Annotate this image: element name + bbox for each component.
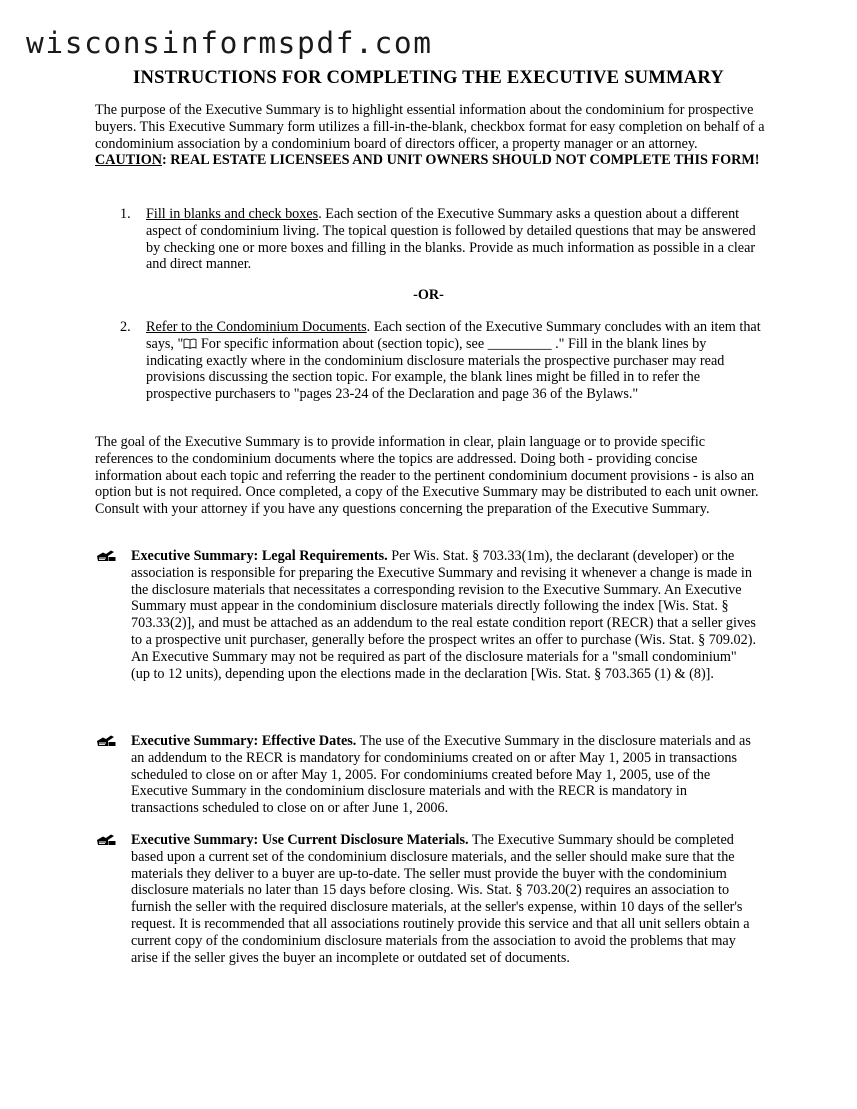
section-effective-dates [131,733,757,817]
or-divider: -OR- [413,287,444,303]
item-heading-fill-in: Fill in blanks and check boxes [146,206,319,222]
writing-hand-icon [95,734,117,748]
writing-hand-icon [95,833,117,847]
item-text-fill-in: . Each section of the Executive Summary asks a question about a different aspect of condominium living. The topical question is followed by detailed questions that may be answered by checking one or more boxes and filling in the blanks. Provide as much information as possible in a clear and direct manner. [146,206,756,273]
intro-text: The purpose of the Executive Summary is to highlight essential information about the condominium for prospective buyers. This Executive Summary form utilizes a fill-in-the-blank, checkbox format for easy completion on behalf of a condominium association by a condominium board of directors officer, a property manager or an attorney. [95,102,765,152]
writing-hand-icon [95,549,117,563]
caution-text: : REAL ESTATE LICENSEES AND UNIT OWNERS SHOULD NOT COMPLETE THIS FORM! [162,152,760,169]
section-text-materials: The Executive Summary should be completed based upon a current set of the condominium disclosure materials, and the seller should make sure that the materials they deliver to a buyer are up-to-date. The seller must provide the buyer with the condominium disclosure materials no later than 15 days before closing. Wis. Stat. § 703.20(2) requires an association to furnish the seller with the required disclosure materials, at the seller's expense, within 10 days of the seller's request. It is recommended that all associations routinely provide this service and that all unit sellers obtain a current copy of the condominium disclosure materials from the association to avoid the problems that may arise if the seller gives the buyer an incomplete or outdated set of documents. [131,832,750,966]
section-heading-materials: Executive Summary: Use Current Disclosure Materials. [131,832,469,848]
item-text-refer-b: For specific information about (section topic), see _________ ." Fill in the blank lines by indicating exactly where in the condominium disclosure materials the prospective purchaser may read provisions discussing the section topic. For example, the blank lines might be filled in to refer the prospective purchasers to "pages 23-24 of the Declaration and page 36 of the Bylaws." [146,335,725,403]
watermark: wisconsinformspdf.com [26,26,433,60]
section-text-dates: The use of the Executive Summary in the disclosure materials and as an addendum to the RECR is mandatory for condominiums created on or after May 1, 2005 in transactions scheduled to close on or after May 1, 2005. For condominiums created before May 1, 2005, use of the Executive Summary in the condominium disclosure materials and with the RECR is mandatory in transactions scheduled to close on or after June 1, 2006. [131,733,751,817]
goal-paragraph: The goal of the Executive Summary is to provide information in clear, plain language or to provide specific references to the condominium documents where the topics are addressed. Doing both - providing concise information about each topic and referring the reader to the pertinent condominium document provisions - is also an option but is not required. Once completed, a copy of the Executive Summary may be distributed to each unit owner. Consult with your attorney if you have any questions concerning the preparation of the Executive Summary. [95,434,759,518]
page-title: INSTRUCTIONS FOR COMPLETING THE EXECUTIVE SUMMARY [133,67,724,88]
section-text-legal: Per Wis. Stat. § 703.33(1m), the declarant (developer) or the association is responsible for preparing the Executive Summary and revising it whenever a change is made in the disclosure materials that necessitates a corresponding revision to the Executive Summary. An Executive Summary must appear in the condominium disclosure materials directly following the index [Wis. Stat. § 703.33(2)], and must be attached as an addendum to the real estate condition report (RECR) that a seller gives to a prospective unit purchaser, generally before the prospect writes an offer to purchase (Wis. Stat. § 709.02). An Executive Summary may not be required as part of the disclosure materials for a "small condominium" (up to 12 units), depending upon the elections made in the declaration [Wis. Stat. § 703.365 (1) & (8)]. [131,548,757,682]
section-current-materials [131,832,757,966]
section-heading-legal: Executive Summary: Legal Requirements. [131,548,388,564]
section-legal-requirements [131,548,757,682]
intro-paragraph [95,102,765,169]
item-heading-refer: Refer to the Condominium Documents [146,319,367,335]
item-text-refer-a: . Each section of the Executive Summary concludes with an item that says, " [146,319,761,352]
caution-label: CAUTION [95,152,163,169]
section-heading-dates: Executive Summary: Effective Dates. [131,733,357,749]
list-item-fill-in [146,206,762,273]
item-number-1: 1. [120,206,131,222]
item-number-2: 2. [120,319,131,335]
book-icon [183,338,197,349]
list-item-refer [146,319,762,403]
